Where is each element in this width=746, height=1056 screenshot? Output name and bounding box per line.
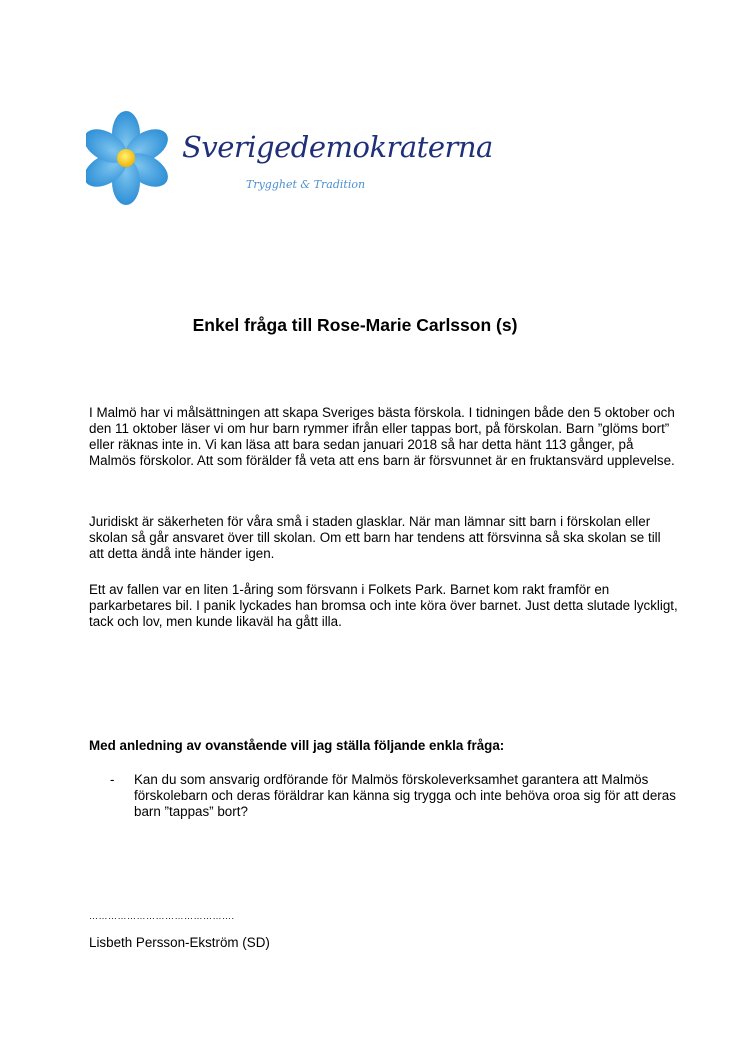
signature-name: Lisbeth Persson-Ekström (SD) <box>89 935 270 950</box>
body-paragraph: I Malmö har vi målsättningen att skapa Sveriges bästa förskola. I tidningen både den 5 oktober och den 11 oktober läser vi om hur barn rymmer ifrån eller tappas bort, på förskolan. Barn ”glöms bort” eller räknas inte in. Vi kan läsa att bara sedan januari 2018 så har detta hänt 113 gånger, på Malmös förskolor. Att som förälder få veta att ens barn är försvunnet är en fruktansvärd upplevelse. <box>89 405 675 468</box>
question-intro: Med anledning av ovanstående vill jag ställa följande enkla fråga: <box>89 738 505 753</box>
document-title: Enkel fråga till Rose-Marie Carlsson (s) <box>192 315 518 335</box>
body-paragraph: Juridiskt är säkerheten för våra små i staden glasklar. När man lämnar sitt barn i förskolan eller skolan så går ansvaret över till skolan. Om ett barn har tendens att försvinna så ska skolan se till att detta ändå inte händer igen. <box>89 514 661 561</box>
logo-wordmark: Sverigedemokraterna <box>182 130 493 164</box>
question-list-item <box>110 772 680 820</box>
question-text: Kan du som ansvarig ordförande för Malmös förskoleverksamhet garantera att Malmös förskolebarn och deras föräldrar kan känna sig trygga och inte behöva oroa sig för att deras barn ”tappas” bort? <box>134 772 676 819</box>
signature-line: ………………………………………. <box>89 911 235 921</box>
logo-tagline: Trygghet & Tradition <box>246 178 366 191</box>
list-bullet: - <box>110 772 115 787</box>
party-logo <box>86 108 493 218</box>
body-paragraph: Ett av fallen var en liten 1-åring som försvann i Folkets Park. Barnet kom rakt framför en parkarbetares bil. I panik lyckades han bromsa och inte köra över barnet. Just detta slutade lyckligt, tack och lov, men kunde likaväl ha gått illa. <box>89 582 678 629</box>
blue-anemone-flower-icon <box>86 108 186 218</box>
